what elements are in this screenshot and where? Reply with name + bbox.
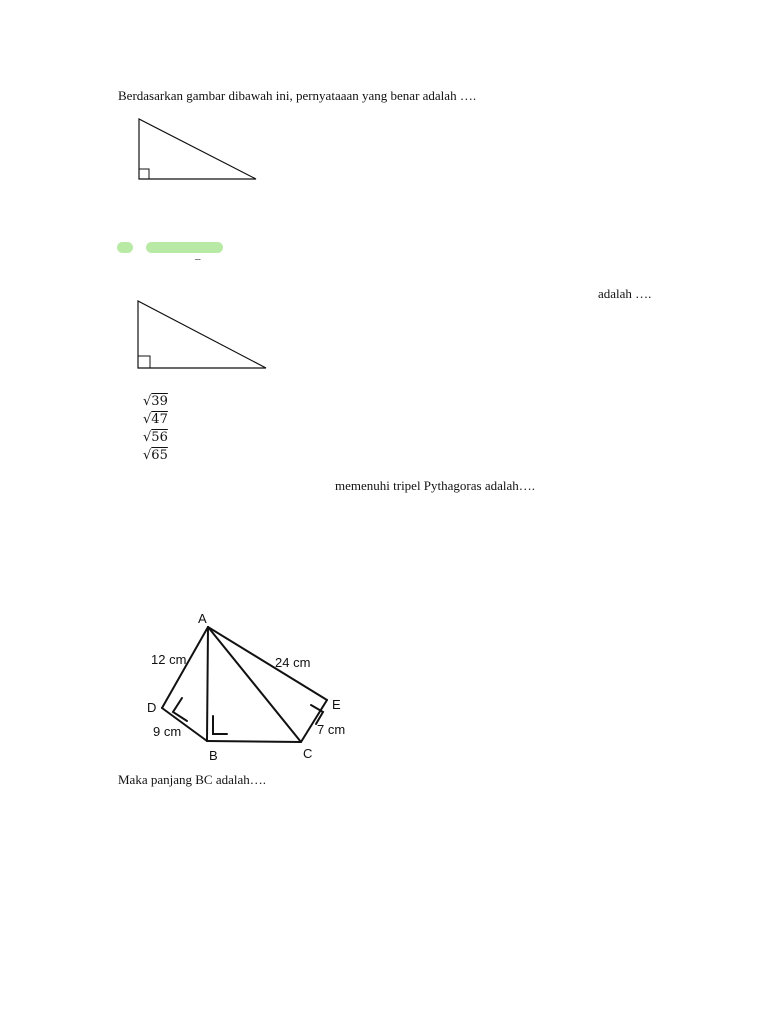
vertex-label-e: E: [332, 697, 341, 712]
right-angle-mark: [138, 356, 150, 368]
segment-ab: [207, 627, 208, 741]
length-label-ad: 12 cm: [151, 652, 187, 667]
dash-mark: –: [195, 253, 201, 265]
question-1-text: Berdasarkan gambar dibawah ini, pernyataaan yang benar adalah ….: [118, 88, 477, 103]
vertex-label-b: B: [209, 748, 218, 763]
question-3-text: memenuhi tripel Pythagoras adalah….: [335, 478, 536, 493]
option-c: √56: [143, 430, 168, 445]
right-triangle-figure-1: [130, 112, 260, 186]
right-angle-mark-b: [213, 716, 227, 734]
quadrilateral-figure: [140, 605, 360, 765]
length-label-db: 9 cm: [153, 724, 182, 739]
vertex-label-c: C: [303, 746, 313, 761]
right-angle-mark: [139, 169, 149, 179]
option-a: √39: [143, 394, 168, 409]
length-label-ec: 7 cm: [317, 722, 346, 737]
vertex-label-a: A: [198, 611, 207, 626]
highlight-mark: [146, 242, 223, 253]
answer-options: [143, 393, 168, 465]
side-ad: [162, 627, 208, 708]
length-label-ae: 24 cm: [275, 655, 311, 670]
segment-ac: [208, 627, 301, 742]
question-2-tail-text: adalah ….: [598, 286, 652, 301]
vertex-label-d: D: [147, 700, 157, 715]
option-d: √65: [143, 448, 168, 463]
triangle-outline: [138, 301, 266, 368]
segment-bc: [207, 741, 301, 742]
question-4-text: Maka panjang BC adalah….: [118, 772, 267, 787]
triangle-outline: [139, 119, 256, 179]
right-triangle-figure-2: [130, 294, 275, 374]
option-b: √47: [143, 412, 168, 427]
highlight-mark: [117, 242, 133, 253]
